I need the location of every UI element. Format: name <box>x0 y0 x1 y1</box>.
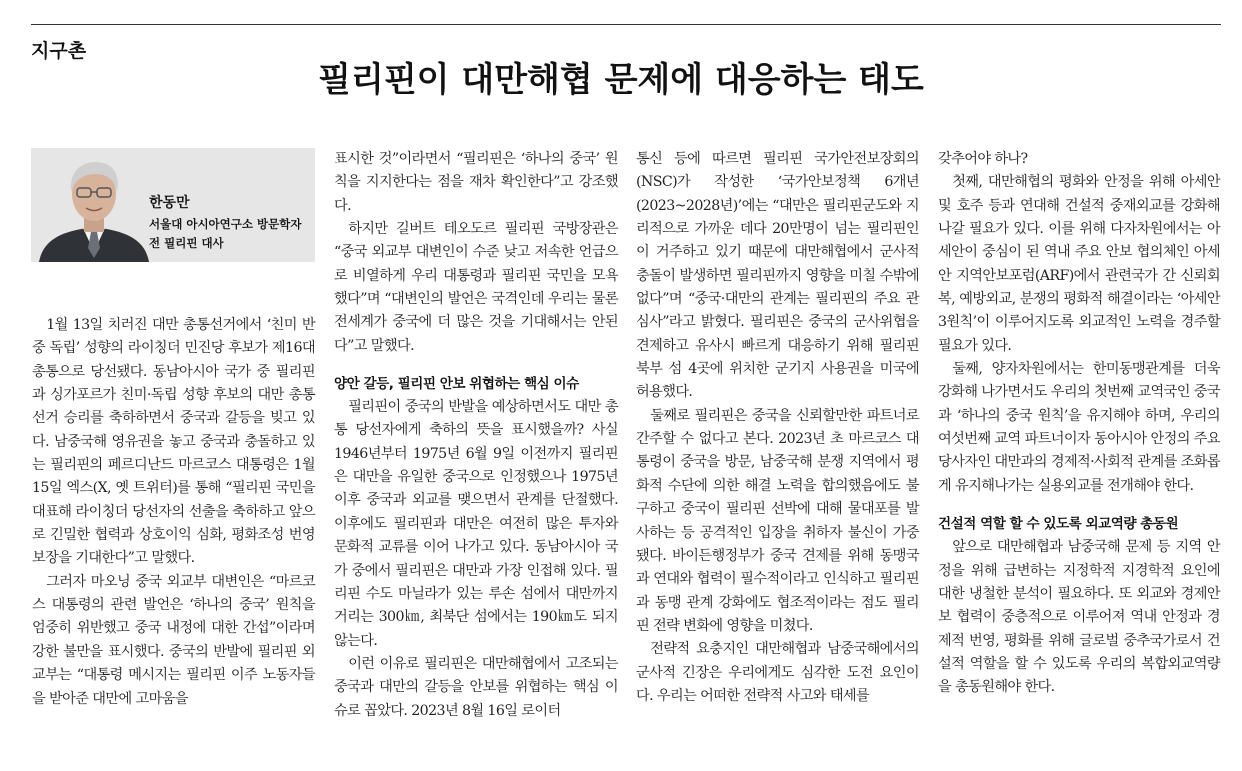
subheading: 건설적 역할 할 수 있도록 외교역량 총동원 <box>938 516 1179 533</box>
paragraph: 하지만 길버트 테오도르 필리핀 국방장관은 “중국 외교부 대변인이 수준 낮고 저속한 언급으로 비열하게 우리 대통령과 필리핀 국민을 모욕했다”며 “대변인의 발언은 국격인데 우리는 물론 전세계가 중국에 더 많은 것을 기대해서는 안된다”고 말했다. <box>334 221 618 354</box>
paragraph: 그러자 마오닝 중국 외교부 대변인은 “마르코스 대통령의 관련 발언은 ‘하나의 중국’ 원칙을 엄중히 위반했고 중국 내정에 대한 간섭”이라며 강한 불만을 표시했다. 중국의 반발에 필리핀 외교부는 “대통령 메시지는 필리핀 이주 노동자들을 받아준 대만에 고마움을 <box>32 573 315 707</box>
paragraph: 앞으로 대만해협과 남중국해 문제 등 지역 안정을 위해 급변하는 지정학적 지경학적 요인에 대한 냉철한 분석이 필요하다. 또 외교와 경제안보 협력이 중층적으로 이루어져 역내 안정과 경제적 번영, 평화를 위해 글로벌 중추국가로서 건설적 역할을 할 수 있도록 우리의 복합외교역량을 총동원해야 한다. <box>938 539 1220 696</box>
author-former-title: 전 필리핀 대사 <box>149 236 224 250</box>
author-photo <box>31 148 155 262</box>
paragraph: 필리핀이 중국의 반발을 예상하면서도 대만 총통 당선자에게 축하의 뜻을 표시했을까? 사실 1946년부터 1975년 6월 9일 이전까지 필리핀은 대만을 유일한 중국으로 인정했으나 1975년 이후 중국과 외교를 맺으면서 관계를 단절했다. 이후에도 필리핀과 대만은 여전히 많은 투자와 문화적 교류를 이어 나가고 있다. 동남아시아 국가 중에서 필리핀은 대만과 가장 인접해 있다. 필리핀 수도 마닐라가 있는 루손 섬에서 대만까지 거리는 300㎞, 최북단 섬에서는 190㎞도 되지 않는다. <box>334 399 618 649</box>
author-box <box>31 148 315 262</box>
text-column-1 <box>32 314 315 711</box>
text-column-3 <box>636 148 919 708</box>
top-rule <box>31 24 1221 25</box>
paragraph: 통신 등에 따르면 필리핀 국가안전보장회의(NSC)가 작성한 ‘국가안보정책 6개년(2023~2028년)’에는 “대만은 필리핀군도와 지리적으로 가까운 데다 20만명이 넘는 필리핀인이 거주하고 있기 때문에 대만해협에서 군사적 충돌이 발생하면 필리핀까지 영향을 미칠 수밖에 없다”며 “중국·대만의 관계는 필리핀의 주요 관심사”라고 밝혔다. 필리핀은 중국의 군사위협을 견제하고 유사시 빠르게 대응하기 위해 필리핀 북부 섬 4곳에 위치한 군기지 사용권을 미국에 허용했다. <box>636 151 919 401</box>
paragraph: 표시한 것”이라면서 “필리핀은 ‘하나의 중국’ 원칙을 지지한다는 점을 재차 확인한다”고 강조했다. <box>334 151 618 214</box>
subheading: 양안 갈등, 필리핀 안보 위협하는 핵심 이슈 <box>334 376 579 393</box>
article-headline: 필리핀이 대만해협 문제에 대응하는 태도 <box>318 60 924 100</box>
paragraph: 첫째, 대만해협의 평화와 안정을 위해 아세안 및 호주 등과 연대해 건설적 중재외교를 강화해 나갈 필요가 있다. 이를 위해 다자차원에서는 아세안이 중심이 된 역내 주요 안보 협의체인 아세안 지역안보포럼(ARF)에서 관련국가 간 신뢰회복, 예방외교, 분쟁의 평화적 해결이라는 ‘아세안 3원칙’이 이루어지도록 외교적인 노력을 경주할 필요가 있다. <box>938 174 1220 354</box>
paragraph: 전략적 요충지인 대만해협과 남중국해에서의 군사적 긴장은 우리에게도 심각한 도전 요인이다. 우리는 어떠한 전략적 사고와 태세를 <box>636 641 919 704</box>
paragraph: 갖추어야 하나? <box>938 151 1028 167</box>
author-name: 한동만 <box>149 195 190 211</box>
paragraph: 1월 13일 치러진 대만 총통선거에서 ‘친미 반중 독립’ 성향의 라이칭더 민진당 후보가 제16대 총통으로 당선됐다. 동남아시아 국가 중 필리핀과 싱가포르가 친미·독립 성향 후보의 대만 총통 선거 승리를 축하하면서 중국과 갈등을 빚고 있다. 남중국해 영유권을 놓고 중국과 충돌하고 있는 필리핀의 페르디난드 마르코스 대통령은 1월 15일 엑스(X, 옛 트위터)를 통해 “필리핀 국민을 대표해 라이칭더 당선자의 선출을 축하하고 앞으로 긴밀한 협력과 상호이익 심화, 평화조성 번영보장을 기대한다”고 말했다. <box>32 317 315 567</box>
text-column-2 <box>334 148 618 723</box>
text-column-4 <box>938 148 1220 700</box>
paragraph: 둘째, 양자차원에서는 한미동맹관계를 더욱 강화해 나가면서도 우리의 첫번째 교역국인 중국과 ‘하나의 중국 원칙’을 유지해야 하며, 우리의 여섯번째 교역 파트너이자 동아시아 안정의 주요 당사자인 대만과의 경제적·사회적 관계를 조화롭게 유지해나가는 실용외교를 전개해야 한다. <box>938 361 1220 494</box>
paragraph: 이런 이유로 필리핀은 대만해협에서 고조되는 중국과 대만의 갈등을 안보를 위협하는 핵심 이슈로 꼽았다. 2023년 8월 16일 로이터 <box>334 655 618 719</box>
author-info <box>149 192 301 253</box>
author-affiliation: 서울대 아시아연구소 방문학자 <box>149 217 302 231</box>
section-label: 지구촌 <box>31 40 87 62</box>
paragraph: 둘째로 필리핀은 중국을 신뢰할만한 파트너로 간주할 수 없다고 본다. 2023년 초 마르코스 대통령이 중국을 방문, 남중국해 분쟁 지역에서 평화적 수단에 의한 해결 노력을 합의했음에도 불구하고 중국이 필리핀 선박에 대해 물대포를 발사하는 등 공격적인 입장을 취하자 불신이 가중됐다. 바이든행정부가 중국 견제를 위해 동맹국과 연대와 협력이 필수적이라고 인식하고 필리핀과 동맹 관계 강화에도 협조적이라는 점도 필리핀 전략 변화에 영향을 미쳤다. <box>636 407 919 634</box>
